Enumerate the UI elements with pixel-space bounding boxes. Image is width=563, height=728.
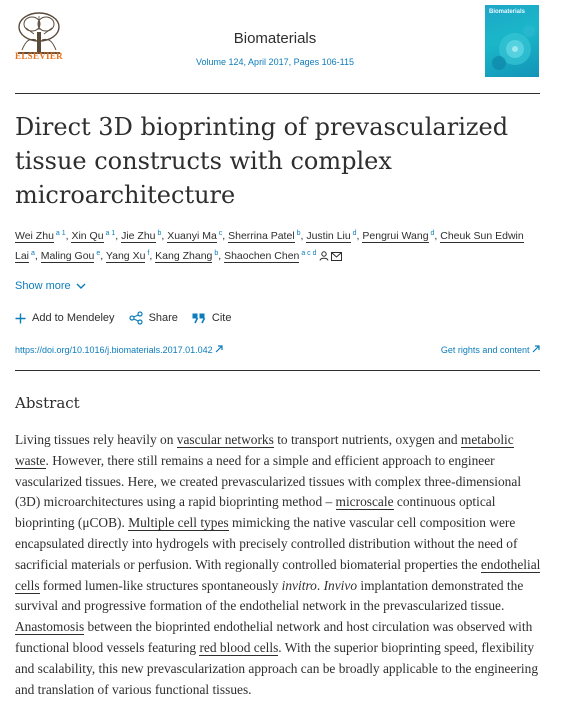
cover-title: Biomaterials <box>489 9 526 15</box>
abstract-italic-text: invitro <box>281 577 317 593</box>
author-link[interactable]: Cheuk Sun Edwin Lai <box>15 230 524 262</box>
abstract-text-segment: implantation demonstrated the survival and progressive formation of the endothelial network in the prevascularized tissue. <box>15 577 524 614</box>
abstract-text-segment: . With the superior bioprinting speed, flexibility and scalability, this new prevascularization approach can be broadly applicable to the engineering and translation of various functional tissues. <box>15 639 539 697</box>
author-link[interactable]: Jie Zhu <box>121 230 156 242</box>
quote-icon <box>192 313 206 324</box>
author-list: Wei Zhu $^{a 1}$, Xin Qu $^{a 1}$, Jie Zhu $^b$, Xuanyi Ma $^c$, Sherrina Patel $^b$, Justin Liu $^d$, Pengrui Wang $^d$, Cheuk Sun Edwin Lai $^a$, Maling Gou $^e$, Yang Xu $^f$, Kang Zhang $^b$, Shaochen Chen $^{a c d}$ <box>15 230 524 262</box>
author-affiliation-marker[interactable]: d <box>350 230 357 237</box>
mendeley-label: Add to Mendeley <box>32 312 115 324</box>
share-icon <box>129 311 143 325</box>
author-link[interactable]: Yang Xu <box>105 250 146 262</box>
abstract-heading: Abstract <box>15 394 80 412</box>
chevron-down-icon <box>76 283 86 290</box>
abstract-topic-link[interactable]: red blood cells <box>199 639 279 655</box>
external-link-icon <box>532 345 540 353</box>
show-more-label: Show more <box>15 280 71 292</box>
journal-name[interactable]: Biomaterials <box>233 30 317 47</box>
abstract-text-segment: between the bioprinted endothelial network and host circulation was observed with functional blood vessels featuring <box>15 619 533 655</box>
journal-volume-link[interactable]: Volume 124, April 2017, Pages 106-115 <box>196 57 354 67</box>
abstract-topic-link[interactable]: metabolic waste <box>15 432 514 468</box>
author-link[interactable]: Pengrui Wang <box>362 230 429 242</box>
abstract-italic-text: Invivo <box>323 577 358 593</box>
author-affiliation-marker[interactable]: e <box>94 250 101 257</box>
author-link[interactable]: Xin Qu <box>71 230 104 242</box>
doi-text: https://doi.org/10.1016/j.biomaterials.2017.01.042 <box>15 345 213 355</box>
author-link[interactable]: Kang Zhang <box>155 250 213 262</box>
abstract-topic-link[interactable]: endothelial cells <box>15 556 541 593</box>
show-more-button[interactable] <box>15 280 86 292</box>
journal-cover[interactable] <box>485 5 539 77</box>
author-link[interactable]: Maling Gou <box>40 250 95 262</box>
external-link-icon <box>215 345 223 353</box>
author-affiliation-marker[interactable]: b <box>155 230 162 237</box>
author-link[interactable]: Wei Zhu <box>15 230 54 242</box>
doi-divider <box>15 370 540 371</box>
share-button[interactable] <box>129 311 178 325</box>
abstract-text-segment: . <box>316 577 324 593</box>
author-affiliation-marker[interactable]: f <box>145 250 150 257</box>
author-link[interactable]: Xuanyi Ma <box>167 230 217 242</box>
author-affiliation-marker[interactable]: c <box>216 230 223 237</box>
share-label: Share <box>148 312 178 324</box>
abstract-topic-link[interactable]: Anastomosis <box>15 619 85 635</box>
person-icon[interactable] <box>319 251 329 261</box>
author-affiliation-marker[interactable]: a 1 <box>53 230 66 237</box>
plus-icon <box>15 313 26 324</box>
article-actions <box>15 311 245 325</box>
abstract-text-segment: to transport nutrients, oxygen and <box>273 432 461 447</box>
author-affiliation-marker[interactable]: b <box>212 250 219 257</box>
corresponding-author-icons <box>317 250 342 262</box>
header-divider <box>15 93 540 94</box>
author-affiliation-marker[interactable]: d <box>428 230 435 237</box>
add-to-mendeley-button[interactable] <box>15 312 115 324</box>
author-link[interactable]: Sherrina Patel <box>228 230 295 242</box>
author-link[interactable]: Shaochen Chen <box>224 250 300 262</box>
abstract-topic-link[interactable]: microscale <box>335 494 394 510</box>
abstract-text-segment: mimicking the native vascular cell composition were encapsulated directly into hydrogels with precisely controlled distribution without the need of sacrificial materials or perfusion. With regionally controlled biomaterial properties the <box>15 515 518 572</box>
abstract-topic-link[interactable]: vascular networks <box>176 432 274 447</box>
author-affiliation-marker[interactable]: b <box>294 230 301 237</box>
publisher-name: ELSEVIER <box>15 51 63 61</box>
cite-button[interactable] <box>192 312 232 324</box>
author-link[interactable]: Justin Liu <box>306 230 351 242</box>
article-title: Direct 3D bioprinting of prevascularized tissue constructs with complex microarchitecture <box>15 113 509 209</box>
cover-art <box>485 5 539 77</box>
mail-icon[interactable] <box>331 252 342 261</box>
cite-label: Cite <box>211 312 232 324</box>
abstract-topic-link[interactable]: Multiple cell types <box>128 515 229 531</box>
abstract-text-segment: Living tissues rely heavily on <box>15 432 177 447</box>
abstract-text-segment: . However, there still remains a need for a simple and efficient approach to engineer vascularized tissues. Here, we created prevascularized tissues with complex three-dimensional (3D) microarchitectures using a rapid bioprinting method – <box>15 452 522 510</box>
abstract-text <box>15 430 543 700</box>
abstract-text-segment: continuous optical bioprinting (μCOB). <box>15 494 496 531</box>
doi-link[interactable] <box>15 345 223 355</box>
journal-header <box>0 0 563 92</box>
abstract-text-segment: formed lumen-like structures spontaneously <box>39 577 282 593</box>
rights-link[interactable] <box>441 345 540 355</box>
author-affiliation-marker[interactable]: a c d <box>299 250 317 257</box>
rights-text: Get rights and content <box>440 345 530 355</box>
author-affiliation-marker[interactable]: a <box>29 250 35 257</box>
author-affiliation-marker[interactable]: a 1 <box>103 230 116 237</box>
